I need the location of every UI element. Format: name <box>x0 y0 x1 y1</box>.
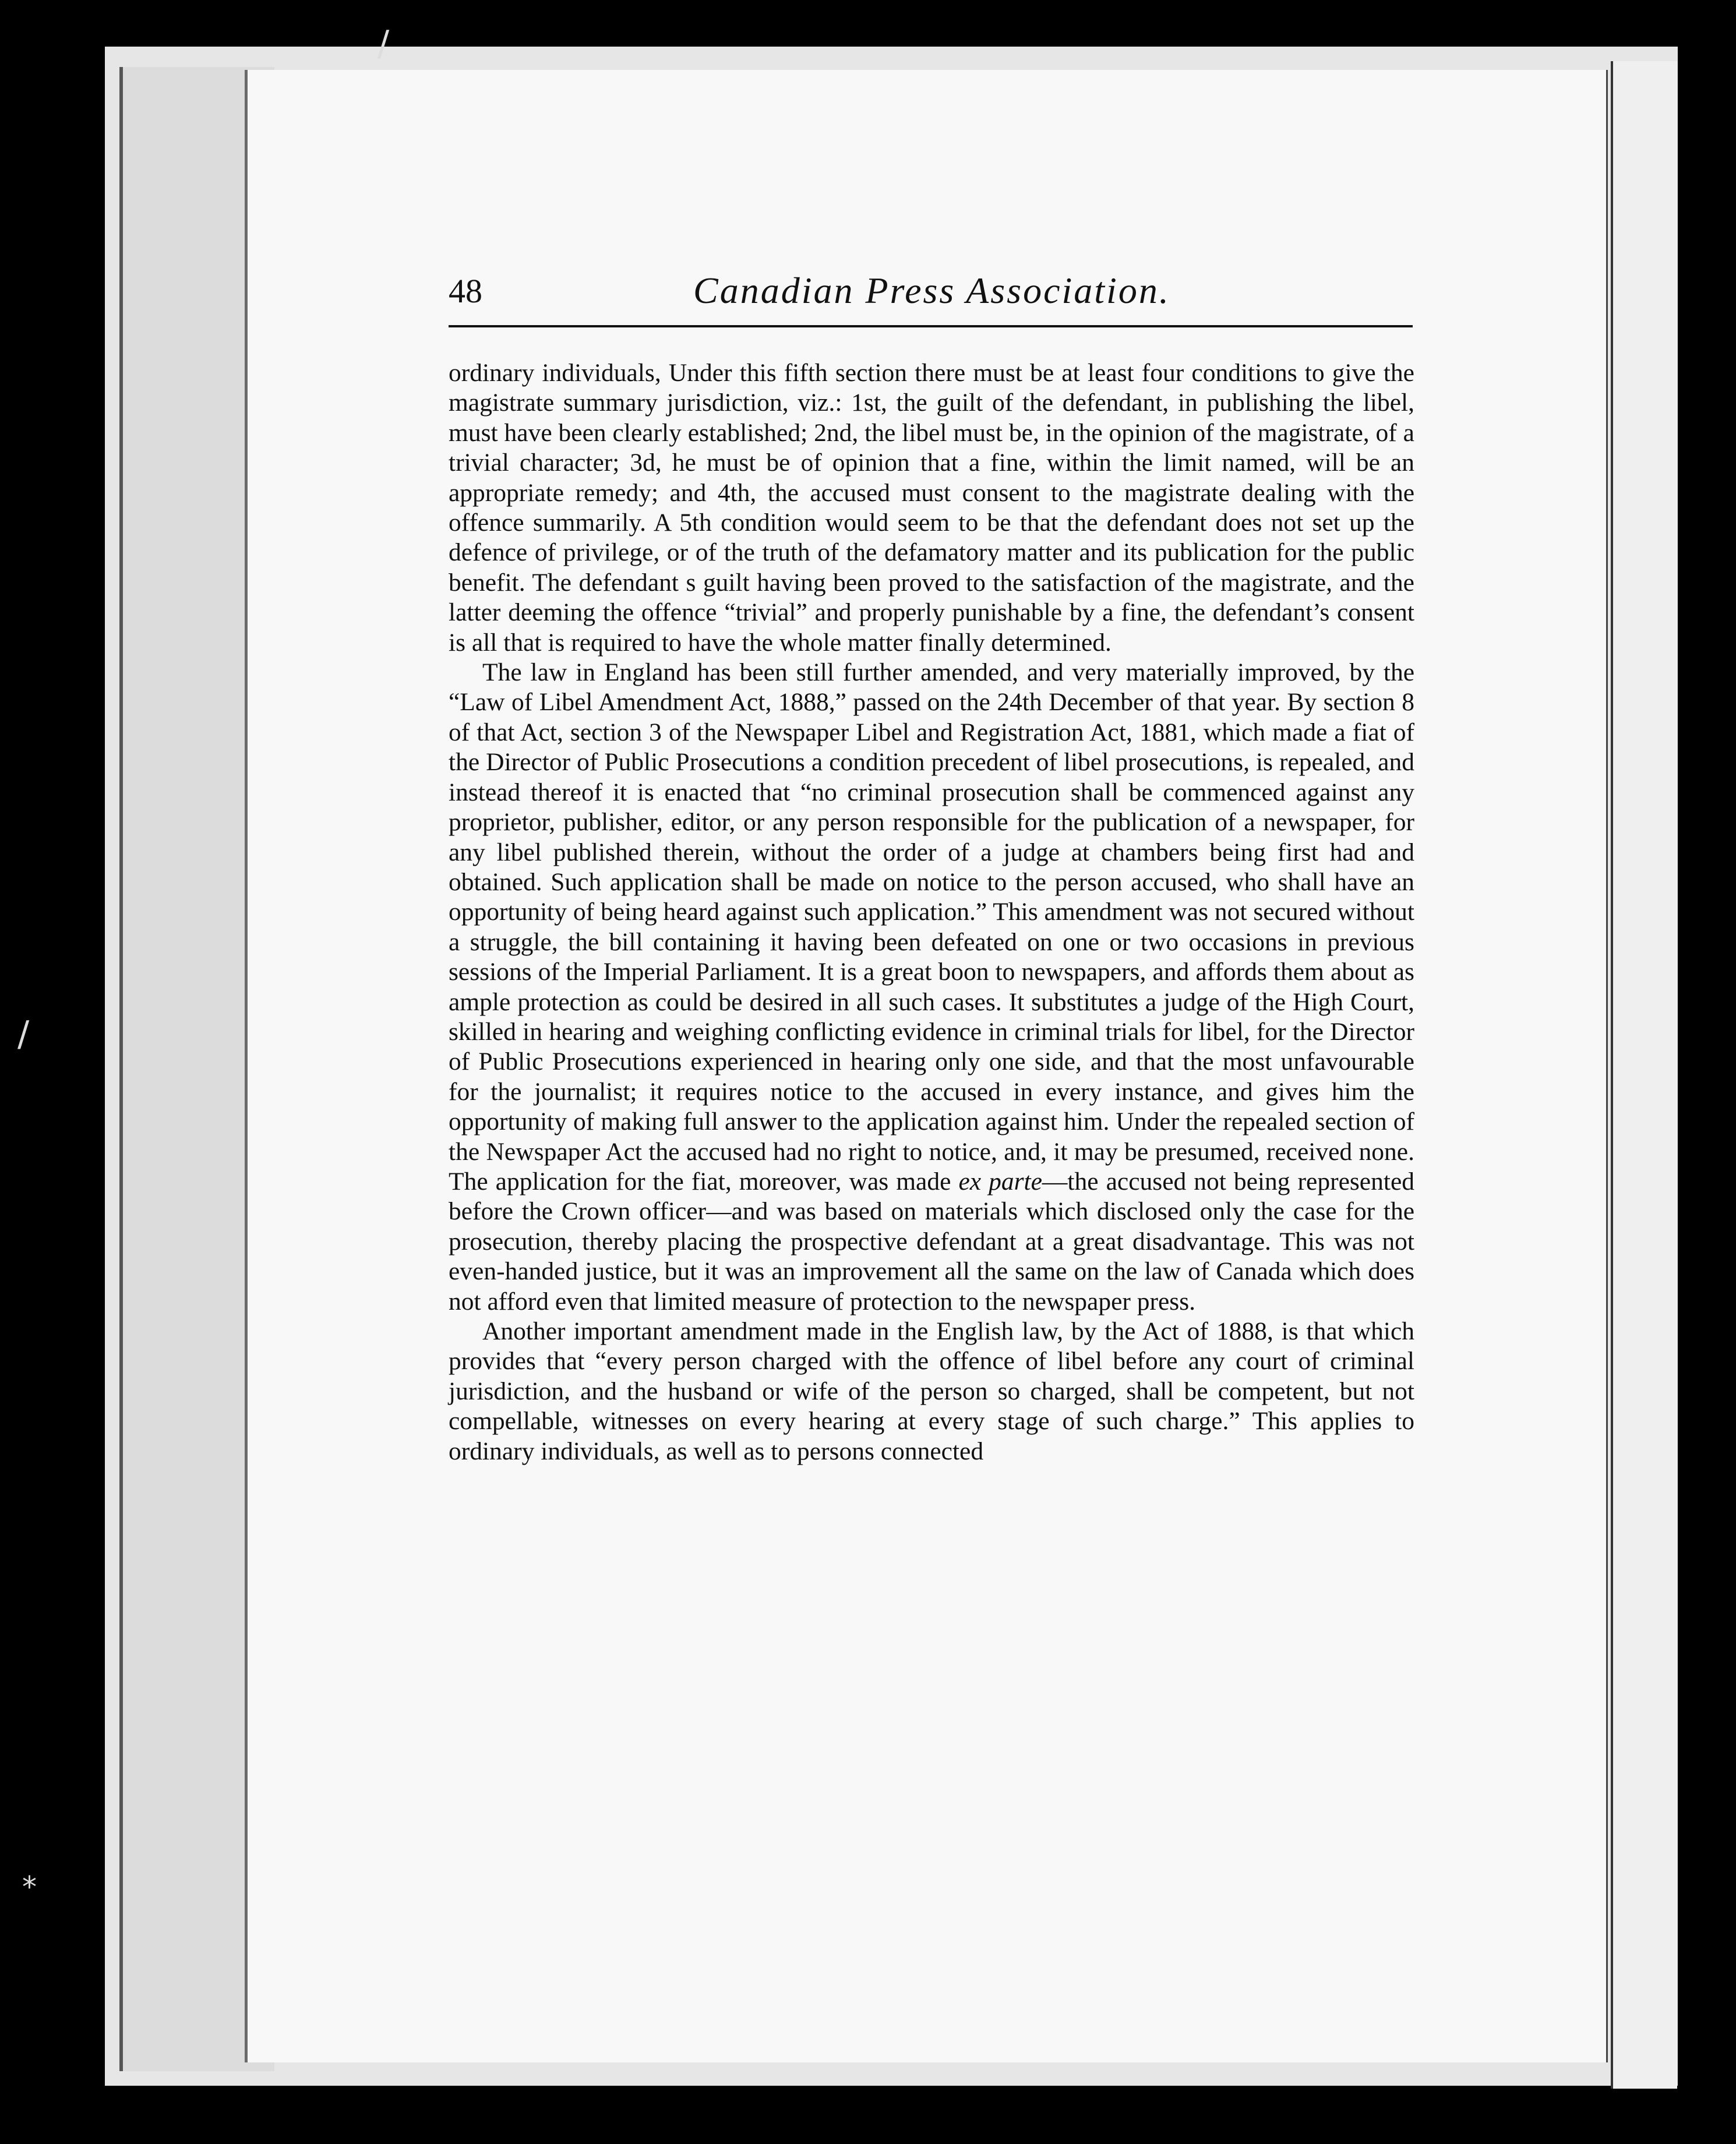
paragraph-2 <box>449 658 1414 1317</box>
paragraph-2-text-a: The law in England has been still further amended, and very materially improved, by the “Law of Libel Amendment Act, 1888,” passed on the 24th December of that year. By section 8 of that Act, section 3 of the Newspaper Libel and Registration Act, 1881, which made a fiat of the Director of Public Prosecutions a condition precedent of libel prosecutions, is repealed, and instead thereof it is enacted that “no criminal prosecution shall be commenced against any proprietor, publisher, editor, or any person responsible for the publication of a newspaper, for any libel published therein, without the order of a judge at chambers being first had and obtained. Such application shall be made on notice to the person accused, who shall have an opportunity of being heard against such application.” This amendment was not secured without a struggle, the bill containing it having been defeated on one or two occasions in previous sessions of the Imperial Parliament. It is a great boon to newspapers, and affords them about as ample protection as could be desired in all such cases. It substitutes a judge of the High Court, skilled in hearing and weighing conflicting evidence in criminal trials for libel, for the Director of Public Prosecutions experienced in hearing only one side, and that the most unfavourable for the journalist; it requires notice to the accused in every instance, and gives him the opportunity of making full answer to the application against him. Under the repealed section of the Newspaper Act the accused had no right to notice, and, it may be presumed, received none. The application for the fiat, moreover, was made <box>449 658 1414 1196</box>
paragraph-2-text-b: —the accused not being represented before the Crown officer—and was based on materials which disclosed only the case for the prosecution, thereby placing the prospective defendant at a great disadvantage. This was not even-handed justice, but it was an improvement all the same on the law of Canada which does not afford even that limited measure of protection to the newspaper press. <box>449 1167 1415 1316</box>
page-header <box>449 255 1413 327</box>
running-title: Canadian Press Association. <box>693 270 1170 311</box>
scan-mark: / <box>17 1014 30 1055</box>
paragraph-3: Another important amendment made in the English law, by the Act of 1888, is that which provides that “every person charged with the offence of libel before any court of criminal jurisdiction, and the husband or wife of the person so charged, shall be competent, but not compellable, witnesses on every hearing at every stage of such charge.” This applies to ordinary individuals, as well as to persons connected <box>449 1317 1414 1465</box>
page-number: 48 <box>449 272 482 310</box>
paragraph-2-italic: ex parte <box>958 1167 1042 1196</box>
facing-page-edge <box>1611 61 1677 2089</box>
scan-mark: / <box>377 23 390 64</box>
paragraph-1: ordinary individuals, Under this fifth section there must be at least four conditions to give the magistrate summary jurisdiction, viz.: 1st, the guilt of the defendant, in publishing the libel, must have been clearly established; 2nd, the libel must be, in the opinion of the magistrate, of a trivial character; 3d, he must be of opinion that a fine, within the limit named, will be an appropriate remedy; and 4th, the accused must consent to the magistrate dealing with the offence summarily. A 5th condition would seem to be that the defendant does not set up the defence of privilege, or of the truth of the defamatory matter and its publication for the public benefit. The defendant s guilt having been proved to the satisfaction of the magistrate, and the latter deeming the offence “trivial” and properly punishable by a fine, the defendant’s consent is all that is required to have the whole matter finally determined. <box>449 359 1414 657</box>
scan-mark: * <box>22 1870 37 1904</box>
body-text <box>449 358 1414 1466</box>
document-page <box>245 70 1608 2062</box>
